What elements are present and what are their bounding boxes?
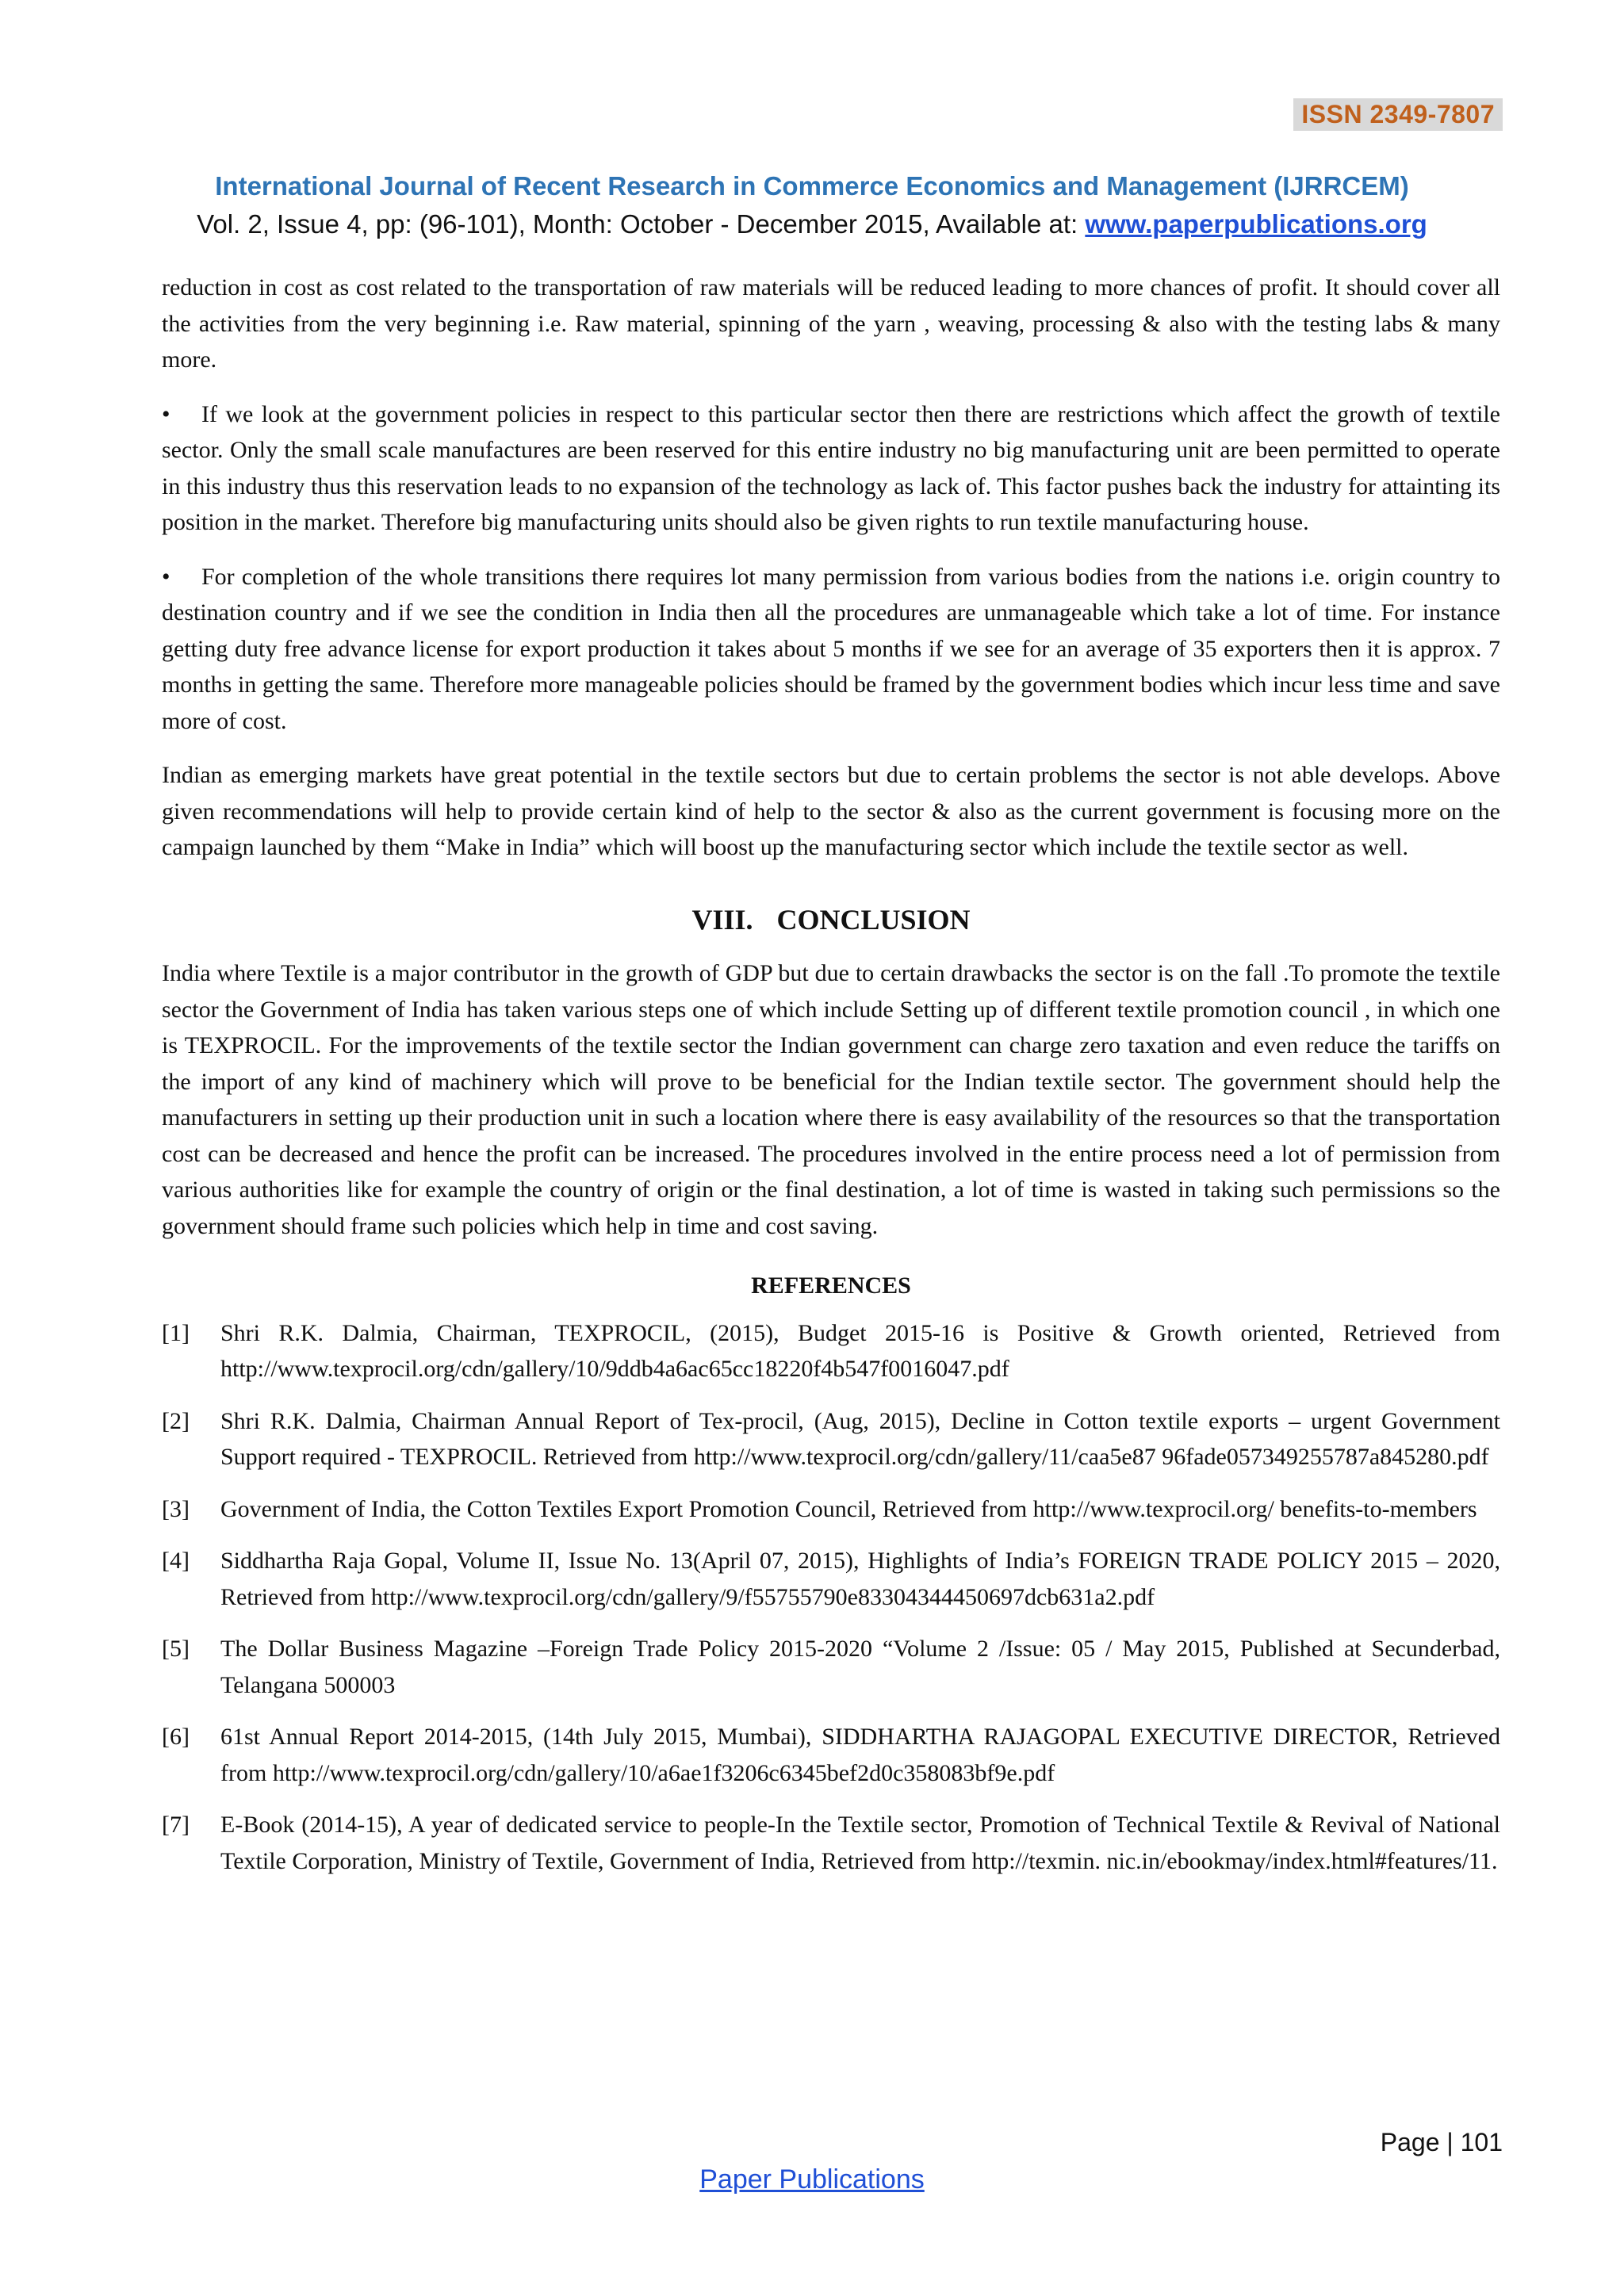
references-heading: REFERENCES	[751, 1272, 911, 1299]
bullet-text: If we look at the government policies in respect to this particular sector then there are restrictions which affect the growth of textile sector. Only the small scale manufactures are been reserved for this entire industry no big manufacturing unit are been permitted to operate in this industry thus this reservation leads to no expansion of the technology as lack of. This factor pushes back the industry for attainting its position in the market. Therefore big manufacturing units should also be given rights to run textile manufacturing house.	[162, 400, 1500, 535]
volume-info: Vol. 2, Issue 4, pp: (96-101), Month: October - December 2015, Available at:	[197, 209, 1086, 239]
reference-item	[162, 1807, 1500, 1879]
section-heading-conclusion	[162, 902, 1500, 939]
bullet-item	[162, 559, 1500, 740]
volume-line	[0, 209, 1624, 239]
reference-item	[162, 1315, 1500, 1387]
reference-text: Shri R.K. Dalmia, Chairman Annual Report of Tex-procil, (Aug, 2015), Decline in Cotton textile exports – urgent Government Support required - TEXPROCIL. Retrieved from http://www.texprocil.org/cdn/gallery/11/caa5e87 96fade057349255787a845280.pdf	[220, 1407, 1500, 1470]
reference-item	[162, 1631, 1500, 1703]
reference-number: [4]	[162, 1548, 190, 1574]
reference-text: Shri R.K. Dalmia, Chairman, TEXPROCIL, (2015), Budget 2015-16 is Positive & Growth oriented, Retrieved from http://www.texprocil.org/cdn/gallery/10/9ddb4a6ac65cc18220f4b547f0016047.pdf	[220, 1319, 1500, 1382]
paragraph-indian-markets: Indian as emerging markets have great potential in the textile sectors but due to certain problems the sector is not able develops. Above given recommendations will help to provide certain kind of help to the sector & also as the current government is focusing more on the campaign launched by them “Make in India” which will boost up the manufacturing sector which include the textile sector as well.	[162, 762, 1500, 860]
bullet-icon: •	[162, 400, 170, 427]
bullet-icon: •	[162, 563, 170, 590]
reference-item	[162, 1491, 1500, 1528]
section-number: VIII.	[691, 903, 753, 936]
reference-number: [3]	[162, 1495, 190, 1522]
reference-text: 61st Annual Report 2014-2015, (14th July 2015, Mumbai), SIDDHARTHA RAJAGOPAL EXECUTIVE DIRECTOR, Retrieved from http://www.texprocil.org/cdn/gallery/10/a6ae1f3206c6345bef2d0c358083bf9e.pdf	[220, 1724, 1500, 1786]
references-list	[162, 1315, 1500, 1880]
reference-number: [6]	[162, 1724, 190, 1750]
journal-title: International Journal of Recent Research in Commerce Economics and Management (IJRRCEM)	[215, 171, 1409, 201]
main-content	[162, 270, 1500, 1895]
reference-number: [5]	[162, 1636, 190, 1662]
reference-number: [2]	[162, 1407, 190, 1434]
page-number: Page | 101	[1380, 2128, 1503, 2156]
reference-text: The Dollar Business Magazine –Foreign Trade Policy 2015-2020 “Volume 2 /Issue: 05 / May 2015, Published at Secunderbad, Telangana 500003	[220, 1636, 1500, 1698]
publisher-link[interactable]: Paper Publications	[699, 2164, 925, 2195]
reference-item	[162, 1543, 1500, 1615]
reference-item	[162, 1403, 1500, 1475]
paragraph-continued: reduction in cost as cost related to the transportation of raw materials will be reduced leading to more chances of profit. It should cover all the activities from the very beginning i.e. Raw material, spinning of the yarn , weaving, processing & also with the testing labs & many more.	[162, 274, 1500, 373]
section-title: CONCLUSION	[776, 903, 971, 936]
issn-badge: ISSN 2349-7807	[1293, 98, 1503, 131]
bullet-item	[162, 396, 1500, 541]
reference-text: Government of India, the Cotton Textiles Export Promotion Council, Retrieved from http://www.texprocil.org/ benefits-to-members	[220, 1495, 1477, 1522]
website-link[interactable]: www.paperpublications.org	[1085, 209, 1427, 239]
reference-text: E-Book (2014-15), A year of dedicated service to people-In the Textile sector, Promotion of Technical Textile & Revival of National Textile Corporation, Ministry of Textile, Government of India, Retrieved from http://texmin. nic.in/ebookmay/index.html#features/11.	[220, 1812, 1500, 1874]
conclusion-paragraph: India where Textile is a major contributor in the growth of GDP but due to certain drawbacks the sector is on the fall .To promote the textile sector the Government of India has taken various steps one of which include Setting up of different textile promotion council , in which one is TEXPROCIL. For the improvements of the textile sector the Indian government can charge zero taxation and even reduce the tariffs on the import of any kind of machinery which will prove to be beneficial for the Indian textile sector. The government should help the manufacturers in setting up their production unit in such a location where there is easy availability of the resources so that the transportation cost can be decreased and hence the profit can be increased. The procedures involved in the entire process need a lot of permission from various authorities like for example the country of origin or the final destination, a lot of time is wasted in taking such permissions so the government should frame such policies which help in time and cost saving.	[162, 960, 1500, 1239]
reference-text: Siddhartha Raja Gopal, Volume II, Issue No. 13(April 07, 2015), Highlights of India’s FOREIGN TRADE POLICY 2015 – 2020, Retrieved from http://www.texprocil.org/cdn/gallery/9/f55755790e83304344450697dcb631a2.pdf	[220, 1548, 1500, 1610]
reference-number: [1]	[162, 1319, 190, 1346]
reference-number: [7]	[162, 1812, 190, 1838]
reference-item	[162, 1719, 1500, 1791]
bullet-text: For completion of the whole transitions there requires lot many permission from various bodies from the nations i.e. origin country to destination country and if we see the condition in India then all the procedures are unmanageable which take a lot of time. For instance getting duty free advance license for export production it takes about 5 months if we see for an average of 35 exporters then it is approx. 7 months in getting the same. Therefore more manageable policies should be framed by the government bodies which incur less time and save more of cost.	[162, 563, 1500, 734]
